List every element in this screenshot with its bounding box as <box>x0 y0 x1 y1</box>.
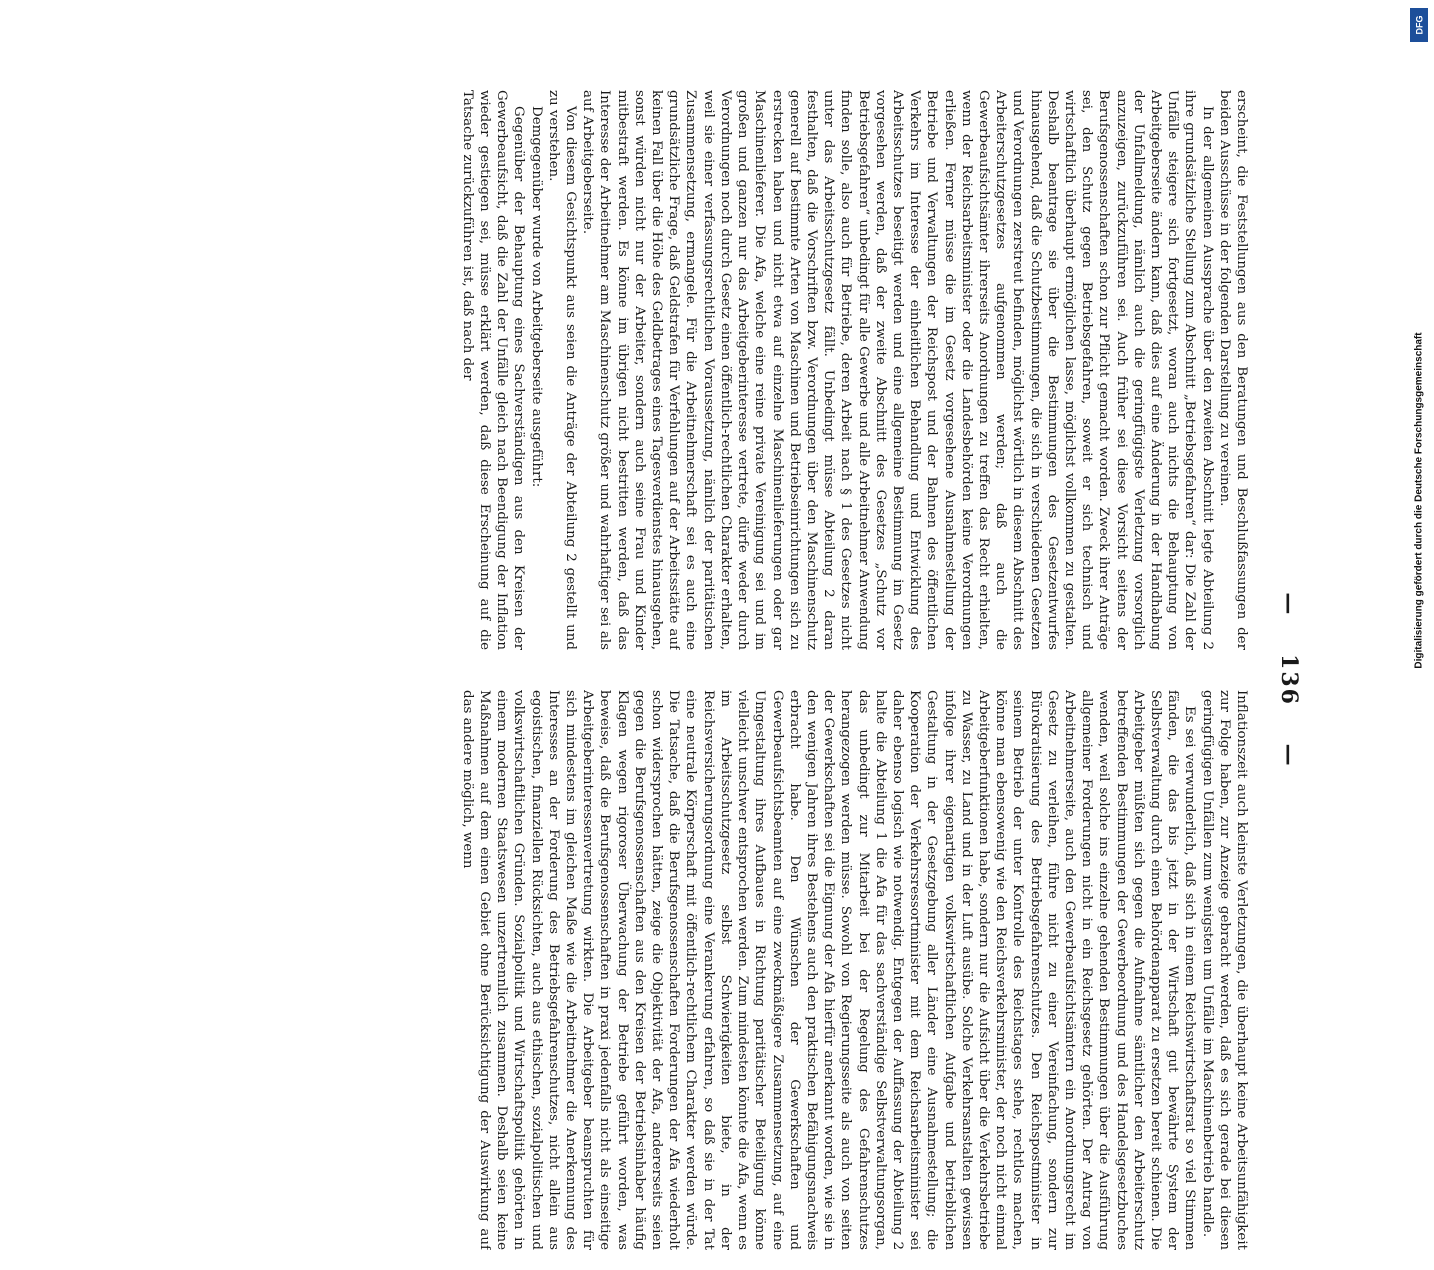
paragraph: In der allgemeinen Aussprache über den zweiten Abschnitt legte Abteilung 2 ihre grundsätzliche Stellung zum Abschnitt „Betriebsgefahren“ dar: Die Zahl der Unfälle steigere sich fortgesetzt, woran auch nichts die Behauptung von Arbeitgeberseite ändern kann, daß dies auf eine Änderung in der Handhabung der Unfallmeldung, nämlich auch die geringfügigste Verletzung vorsorglich anzuzeigen, zurückzuführen sei. Auch früher sei diese Vorsicht seitens der Berufsgenossenschaften schon zur Pflicht gemacht worden. Zweck ihrer Anträge sei, den Schutz gegen Betriebsgefahren, soweit er sich technisch und wirtschaftlich überhaupt ermöglichen lasse, möglichst vollkommen zu gestalten. Deshalb beantrage sie über die Bestimmungen des Gesetzentwurfes hinausgehend, daß die Schutzbestimmungen, die sich in verschiedenen Gesetzen und Verordnungen zerstreut befinden, möglichst wörtlich in diesem Abschnitt des Arbeiterschutzgesetzes aufgenommen werden; daß auch die Gewerbeaufsichtsämter ihrerseits Anordnungen zu treffen das Recht erhielten, wenn der Reichsarbeitsminister oder die Landesbehörden keine Verordnungen erließen. Ferner müsse die im Gesetz vorgesehene Ausnahmestellung der Betriebe und Verwaltungen der Reichspost und der Bahnen des öffentlichen Verkehrs im Interesse der einheitlichen Behandlung und Entwicklung des Arbeitsschutzes beseitigt werden und eine allgemeine Bestimmung im Gesetz vorgesehen werden, daß der zweite Abschnitt des Gesetzes „Schutz vor Betriebsgefahren“ unbedingt für alle Gewerbe und alle Arbeitnehmer Anwendung finden solle, also auch für Betriebe, deren Arbeit nach § 1 des Gesetzes nicht unter das Arbeitsschutzgesetz fällt. Unbedingt müsse Abteilung 2 daran festhalten, daß die Vorschriften bzw. Verordnungen über den Maschinenschutz generell auf bestimmte Arten von Maschinen und Betriebseinrichtungen sich zu erstrecken haben und nicht etwa auf einzelne Maschinenlieferungen oder gar Maschinenlieferer. Die Afa, welche eine reine private Vereinigung sei und im großen und ganzen nur das Arbeitgeberinteresse vertrete, dürfe weder durch Verordnungen noch durch Gesetz einen öffentlich-rechtlichen Charakter erhalten, weil sie einer verfassungsrechtlichen Voraussetzung, nämlich der paritätischen Zusammensetzung, ermangele. Für die Arbeitnehmerschaft sei es auch eine grundsätzliche Frage, daß Geldstrafen für Verfehlungen auf der Arbeitsstätte auf keinen Fall über die Höhe des Geldbetrages eines Tagesverdienstes hinausgehen, sonst würden nicht nur der Arbeiter, sondern auch seine Frau und Kinder mitbestraft werden. Es könne im übrigen nicht bestritten werden, daß das Interesse der Arbeitnehmer am Maschinenschutz größer und wahrhaftiger sei als auf Arbeitgeberseite. <box>580 90 1215 650</box>
page-number: 136 <box>1276 654 1302 706</box>
paragraph: Gegenüber der Behauptung eines Sachverständigen aus den Kreisen der Gewerbeaufsicht, daß die Zahl der Unfälle gleich nach Beendigung der Inflation wieder gestiegen sei, müsse erklärt werden, daß diese Erscheinung auf die Tatsache zurückzuführen ist, daß nach der <box>459 90 527 650</box>
header-dash-right: — <box>1276 743 1302 768</box>
digitization-credit <box>1406 0 1432 1000</box>
page-header <box>1262 90 1302 1270</box>
header-dash-left: — <box>1276 592 1302 617</box>
rotated-page-content <box>122 90 1302 1250</box>
paragraph: Demgegenüber wurde von Arbeitgeberseite ausgeführt: <box>528 106 544 488</box>
logo-text: DFG <box>1414 15 1424 35</box>
paragraph: Es sei verwunderlich, daß sich in einem Reichswirtschaftsrat so viel Stimmen fänden, die das bis jetzt in der Wirtschaft gut bewährte System der Selbstverwaltung durch einen Behördenapparat zu ersetzen bereit schienen. Die Arbeitgeber müßten sich gegen die Aufnahme sämtlicher den Arbeiterschutz betreffenden Bestimmungen der Gewerbeordnung und des Handelsgesetzbuches wenden, weil solche ins einzelne gehenden Bestimmungen über die Ausführung allgemeiner Forderungen nicht in ein Reichsgesetz gehörten. Der Antrag von Arbeitnehmerseite, auch den Gewerbeaufsichtsämtern ein Anordnungsrecht im Gesetz zu verleihen, führe nicht zu einer Vereinfachung, sondern zur Bürokratisierung des Betriebsgefahrenschutzes. Den Reichspostminister in seinem Betrieb der unter Kontrolle des Reichstages stehe, rechtlos machen, könne man ebensowenig wie den Reichsverkehrsminister, der noch nicht einmal Arbeitgeberfunktionen habe, sondern nur die Aufsicht über die Verkehrsbetriebe zu Wasser, zu Land und in der Luft ausübe. Solche Verkehrsanstalten gewissen infolge ihrer eigenartigen volkswirtschaftlichen Aufgabe und betrieblichen Gestaltung in der Gesetzgebung aller Länder eine Ausnahmestellung; die Kooperation der Verkehrsressortminister mit dem Reichsarbeitsminister sei daher ebenso logisch wie notwendig. Entgegen der Auffassung der Abteilung 2 halte die Abteilung 1 die Afa für das sachverständige Selbstverwaltungsorgan, das unbedingt zur Mitarbeit bei der Regelung des Gefahrenschutzes herangezogen werden müsse. Sowohl von Regierungsseite als auch von seiten der Gewerkschaften sei die Eignung der Afa hierfür anerkannt worden, wie sie in den wenigen Jahren ihres Bestehens auch den praktischen Befähigungsnachweis erbracht habe. Den Wünschen der Gewerkschaften und Gewerbeaufsichtsbeamten auf eine zweckmäßigere Zusammensetzung, auf eine Umgestaltung ihres Aufbaues in Richtung paritätischer Beteiligung könne vielleicht unschwer entsprochen werden. Zum mindesten könnte die Afa, wenn es im Arbeitsschutzgesetz selbst Schwierigkeiten biete, in der Reichsversicherungsordnung eine Verankerung erfahren, so daß sie in der Tat eine neutrale Körperschaft mit öffentlich-rechtlichem Charakter werden würde. Die Tatsache, daß die Berufsgenossenschaften Forderungen der Afa wiederholt schon widersprochen hätten, zeige die Objektivität der Afa, andererseits seien gegen die Berufsgenossenschaften aus den Kreisen der Betriebsinhaber häufig Klagen wegen rigoroser Überwachung der Betriebe geführt worden, was beweise, daß die Berufsgenossenschaften in praxi jedenfalls nicht als einseitige Arbeitgeberinteressenvertretung wirkten. Die Arbeitgeber beanspruchten für sich mindestens im gleichen Maße wie die Arbeitnehmer die Anerkennung des Interesses an der Forderung des Betriebsgefahrenschutzes, nicht allein aus egoistischen, finanziellen Rücksichten, auch aus ethischen, sozialpolitischen und volkswirtschaftlichen Gründen. Sozialpolitik und Wirtschaftspolitik gehörten in einem modernen Staatswesen unzertrennlich zusammen. Deshalb seien keine Maßnahmen auf dem einen Gebiet ohne Berücksichtigung der Auswirkung auf das andere möglich, wenn <box>459 690 1198 1250</box>
left-column <box>122 90 1250 650</box>
credit-text: Digitalisierung gefördert durch die Deutsche Forschungsgemeinschaft <box>1413 331 1425 669</box>
right-column <box>122 690 1250 1250</box>
paragraph: Inflationszeit auch kleinste Verletzungen, die überhaupt keine Arbeitsunfähigkeit zur Folge haben, zur Anzeige gebracht werden, daß es sich gerade bei diesen geringfügigen Unfällen zum wenigsten um Unfälle im Maschinenbetrieb handle. <box>1199 690 1249 1250</box>
paragraph: Von diesem Gesichtspunkt aus seien die Anträge der Abteilung 2 gestellt und zu verstehen. <box>545 90 579 650</box>
dfg-logo-icon <box>1410 8 1428 42</box>
paragraph: erscheint, die Feststellungen aus den Beratungen und Beschlußfassungen der beiden Ausschüsse in der folgenden Darstellung zu vereinen. <box>1216 90 1249 650</box>
